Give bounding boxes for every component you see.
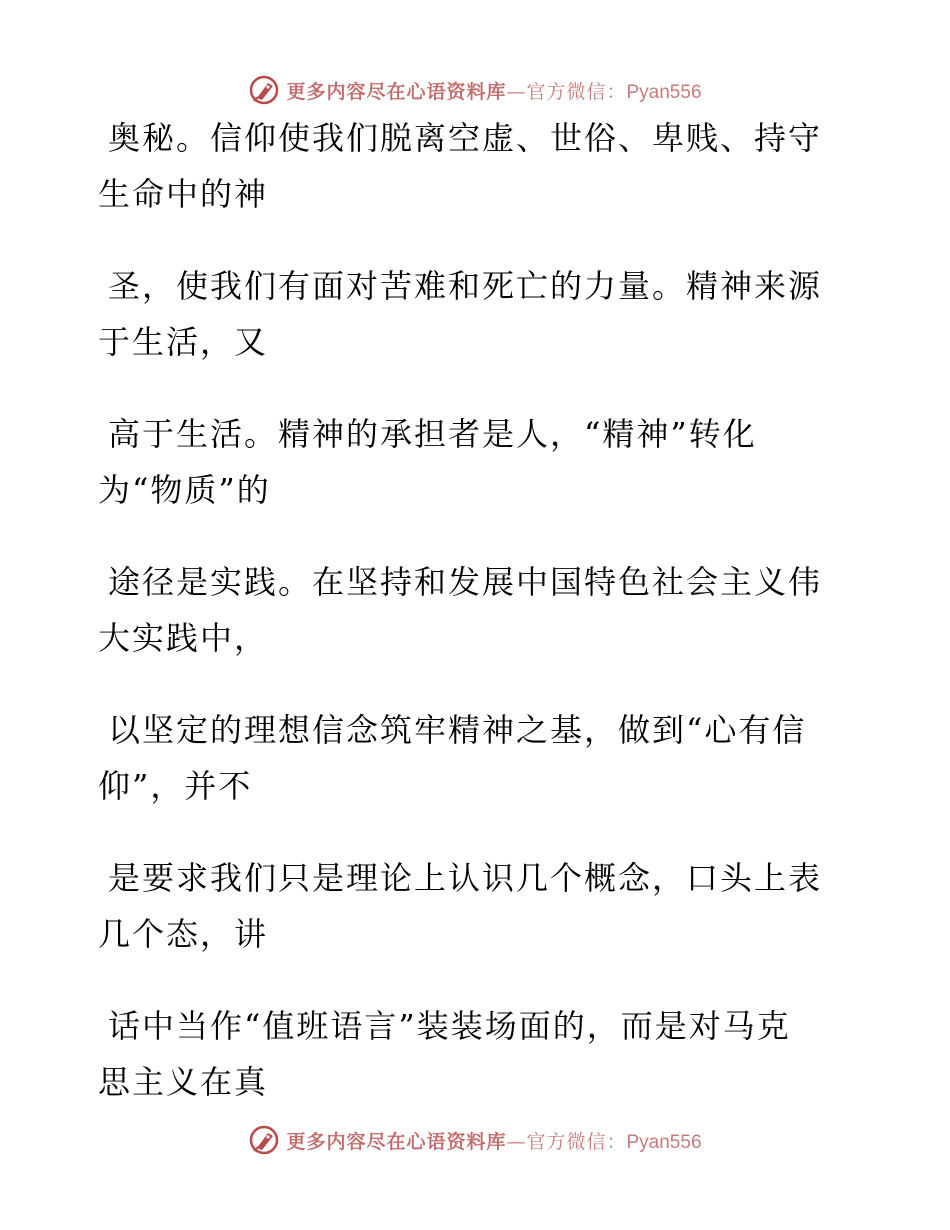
paragraph — [98, 1006, 838, 1102]
paragraph-line: 思主义在真 — [98, 1063, 269, 1101]
footer-banner-label: 官方微信： — [526, 1130, 627, 1153]
header-banner-main: 更多内容尽在心语资料库 — [286, 80, 507, 103]
paragraph-line: 圣，使我们有面对苦难和死亡的力量。精神来源 — [108, 267, 823, 305]
paragraph-line: 大实践中， — [98, 619, 269, 657]
paragraph-line: 生命中的神 — [98, 175, 269, 213]
footer-banner-dash: — — [506, 1130, 527, 1153]
header-banner-label: 官方微信： — [526, 80, 627, 103]
paragraph-line: 话中当作“值班语言”装装场面的，而是对马克 — [108, 1007, 791, 1045]
paragraph-line: 是要求我们只是理论上认识几个概念，口头上表 — [108, 859, 823, 897]
header-banner-wechat: Pyan556 — [626, 81, 702, 103]
footer-banner — [0, 1120, 950, 1160]
header-banner-text — [286, 77, 701, 104]
paragraph-line: 为“物质”的 — [98, 471, 271, 509]
document-body — [98, 118, 838, 1154]
pen-nib-logo-icon — [248, 1124, 280, 1156]
paragraph-line: 途径是实践。在坚持和发展中国特色社会主义伟 — [108, 563, 823, 601]
header-banner — [0, 70, 950, 110]
footer-banner-text — [286, 1127, 701, 1154]
paragraph — [98, 118, 838, 214]
paragraph-line: 以坚定的理想信念筑牢精神之基，做到“心有信 — [108, 711, 807, 749]
pen-nib-logo-icon — [248, 74, 280, 106]
paragraph — [98, 710, 838, 806]
paragraph — [98, 858, 838, 954]
footer-banner-wechat: Pyan556 — [626, 1131, 702, 1153]
footer-banner-main: 更多内容尽在心语资料库 — [286, 1130, 507, 1153]
paragraph — [98, 562, 838, 658]
paragraph-line: 仰”，并不 — [98, 767, 253, 805]
paragraph-line: 奥秘。信仰使我们脱离空虚、世俗、卑贱、持守 — [108, 119, 823, 157]
header-banner-dash: — — [506, 80, 527, 103]
paragraph-line: 于生活，又 — [98, 323, 269, 361]
paragraph-line: 几个态，讲 — [98, 915, 269, 953]
paragraph — [98, 414, 838, 510]
paragraph — [98, 266, 838, 362]
paragraph-line: 高于生活。精神的承担者是人，“精神”转化 — [108, 415, 757, 453]
